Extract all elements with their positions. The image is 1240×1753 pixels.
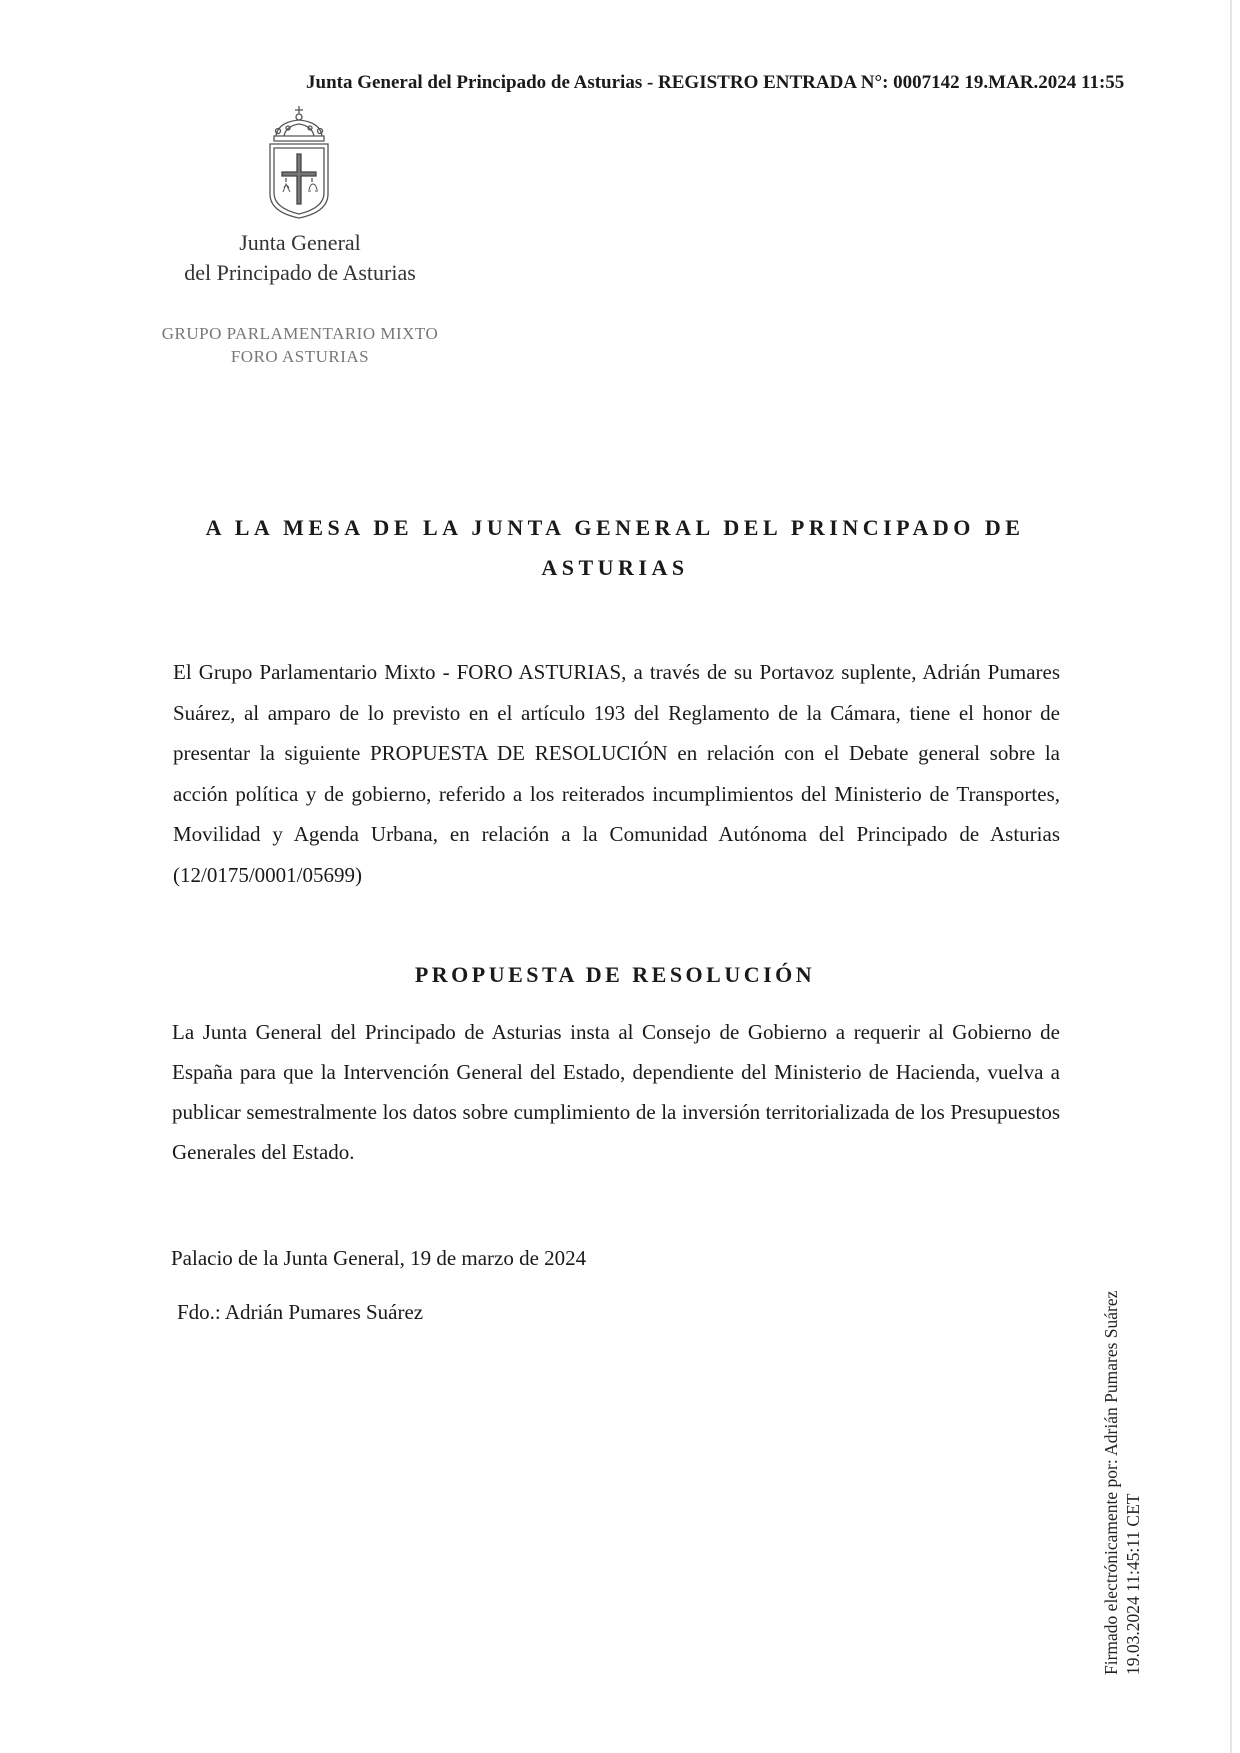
- signature-line: Fdo.: Adrián Pumares Suárez: [177, 1300, 424, 1324]
- group-line-2: FORO ASTURIAS: [230, 347, 370, 366]
- proposal-text: La Junta General del Principado de Asturias insta al Consejo de Gobierno a requerir al Gobierno de España para que la Intervención General del Estado, dependiente del Ministerio de Hacienda, vuelva a publicar semestralmente los datos sobre cumplimiento de la inversión territorializada de los Presupuestos Generales del Estado.: [172, 1020, 1060, 1164]
- institution-line-2: del Principado de Asturias: [184, 260, 416, 285]
- addressee-heading: [170, 508, 1060, 588]
- intro-paragraph: El Grupo Parlamentario Mixto - FORO ASTURIAS, a través de su Portavoz suplente, Adrián Pumares Suárez, al amparo de lo previsto en el artículo 193 del Reglamento de la Cámara, tiene el honor de presentar la siguiente PROPUESTA DE RESOLUCIÓN en relación con el Debate general sobre la acción política y de gobierno, referido a los reiterados incumplimientos del Ministerio de Transportes, Movilidad y Agenda Urbana, en relación a la Comunidad Autónoma del Principado de Asturias (12/0175/0001/05699): [173, 660, 1060, 887]
- institution-line-1: Junta General: [239, 230, 361, 255]
- registry-stamp: Junta General del Principado de Asturias - REGISTRO ENTRADA N°: 0007142 19.MAR.2024 11:55: [306, 72, 1125, 93]
- group-line-1: GRUPO PARLAMENTARIO MIXTO: [161, 324, 439, 343]
- electronic-signature-stamp: [1100, 1235, 1144, 1675]
- parliamentary-group: [130, 322, 470, 368]
- esign-line-1: Firmado electrónicamente por: Adrián Pumares Suárez: [1101, 1290, 1121, 1675]
- proposal-title: PROPUESTA DE RESOLUCIÓN: [414, 962, 816, 987]
- addressee-line-1: A LA MESA DE LA JUNTA GENERAL DEL PRINCIPADO DE: [205, 515, 1025, 540]
- coat-of-arms-icon: [264, 104, 334, 220]
- addressee-line-2: ASTURIAS: [541, 555, 689, 580]
- institution-name: [150, 228, 450, 288]
- esign-line-2: 19.03.2024 11:45:11 CET: [1123, 1493, 1143, 1675]
- page-edge: [1230, 0, 1232, 1753]
- place-date: Palacio de la Junta General, 19 de marzo de 2024: [171, 1246, 587, 1270]
